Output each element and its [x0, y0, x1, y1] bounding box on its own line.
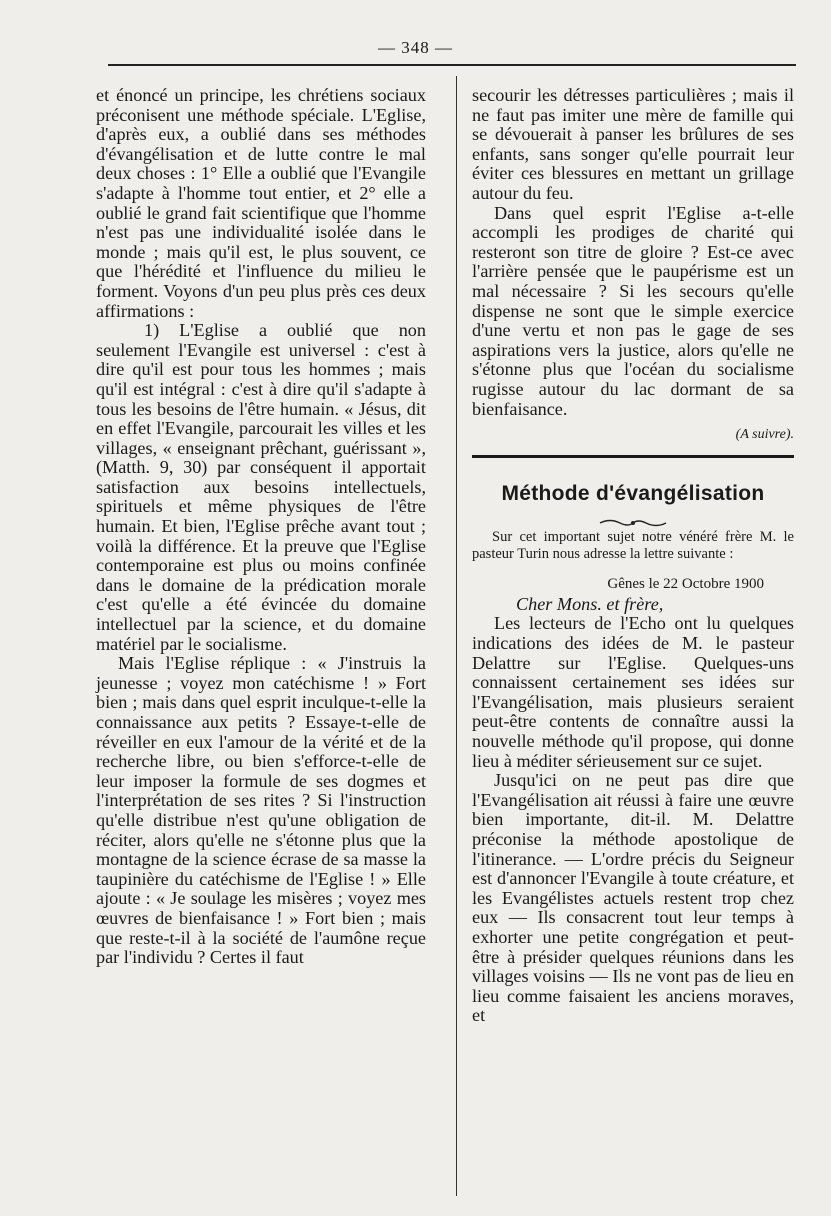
- article-paragraph-1: Les lecteurs de l'Echo ont lu quelques indications des idées de M. le pasteur Delattre sur l'Eglise. Quelques-uns connaissent certainement ses idées sur l'Evangélisation, mais plusieurs seraient peut-être contents de connaître aussi la nouvelle méthode qu'il propose, qui donne lieu à méditer sérieusement sur ce sujet.: [472, 613, 794, 771]
- page-number: — 348 —: [378, 38, 453, 57]
- section-rule: [472, 455, 794, 458]
- letter-salutation: Cher Mons. et frère,: [516, 593, 664, 614]
- article-paragraph-2: Jusqu'ici on ne peut pas dire que l'Evangélisation ait réussi à faire une œuvre bien importante, dit-il. M. Delattre préconise la méthode apostolique de l'itinerance. — L'ordre précis du Seigneur est d'annoncer l'Evangile à toute créature, et les Evangélistes actuels restent trop chez eux — Ils consacrent tout leur temps à exhorter une petite congrégation et peut-être à présider quelques réunions dans les villages voisins — Ils ne vont pas de lieu en lieu comme faisaient les anciens moraves, et: [472, 770, 794, 1026]
- right-column: [472, 86, 794, 1026]
- left-paragraph-1: et énoncé un principe, les chrétiens sociaux préconisent une méthode spéciale. L'Eglise, d'après eux, a oublié dans ses méthodes d'évangélisation et de lutte contre le mal deux choses : 1° Elle a oublié que l'Evangile s'adapte à l'homme tout entier, et 2° elle a oublié le grand fait scientifique que l'homme n'est pas une individualité isolée dans le monde ; mais qu'il est, le plus souvent, ce que l'hérédité et l'influence du milieu le forment. Voyons d'un peu plus près ces deux affirmations :: [96, 85, 426, 321]
- article-intro: Sur cet important sujet notre vénéré frère M. le pasteur Turin nous adresse la lettre suivante :: [472, 529, 794, 563]
- ornament-divider-icon: [598, 517, 668, 529]
- header-rule: [108, 64, 796, 66]
- left-paragraph-2: 1) L'Eglise a oublié que non seulement l'Evangile est universel : c'est à dire qu'il est pour tous les hommes ; mais qu'il est intégral : c'est à dire qu'il s'adapte à tous les besoins de l'être humain. « Jésus, dit en effet l'Evangile, parcourait les villes et les villages, « enseignant prêchant, guérissant », (Matth. 9, 30) par conséquent il apportait satisfaction aux besoins intellectuels, spirituels et même physiques de l'être humain. Et bien, l'Eglise prêche avant tout ; voilà la différence. Et la preuve que l'Eglise contemporaine est plus ou moins confinée dans le domaine de la prédication morale c'est qu'elle a été évincée du domaine intellectuel par la science, et du domaine matériel par le socialisme.: [96, 320, 426, 654]
- right-paragraph-2: Dans quel esprit l'Eglise a-t-elle accompli les prodiges de charité qui resteront son titre de gloire ? Est-ce avec l'arrière pensée que le paupérisme est un mal nécessaire ? Si les secours qu'elle dispense ne sont que le simple exercice d'une vertu et non pas le gage de ses aspirations vers la justice, alors qu'elle ne s'étonne plus que l'océan du socialisme rugisse autour du lac dormant de sa bienfaisance.: [472, 202, 794, 419]
- right-paragraph-1: secourir les détresses particulières ; mais il ne faut pas imiter une mère de famille qui se dévouerait à panser les brûlures de ses enfants, sans songer qu'elle pourrait leur éviter ces blessures en mettant un grillage autour du feu.: [472, 85, 794, 203]
- left-paragraph-3: Mais l'Eglise réplique : « J'instruis la jeunesse ; voyez mon catéchisme ! » Fort bien ; mais dans quel esprit inculque-t-elle la connaissance aux petits ? Essaye-t-elle de réveiller en eux l'amour de la vérité et de la recherche libre, ou bien s'efforce-t-elle de leur imposer la formule de ses dogmes et l'interprétation de ses rites ? Si l'instruction qu'elle distribue n'est qu'une obligation de réciter, alors qu'elle ne s'étonne plus que la montagne de la science écrase de sa masse la taupinière du catéchisme de l'Eglise ! » Elle ajoute : « Je soulage les misères ; voyez mes œuvres de bienfaisance ! » Fort bien ; mais que reste-t-il à la société de l'aumône reçue par l'individu ? Certes il faut: [96, 653, 426, 968]
- article-title: Méthode d'évangélisation: [501, 481, 765, 505]
- to-be-continued: (A suivre).: [735, 427, 794, 443]
- column-divider: [456, 76, 457, 1196]
- left-column: [96, 86, 426, 968]
- letter-dateline: Gênes le 22 Octobre 1900: [607, 576, 764, 593]
